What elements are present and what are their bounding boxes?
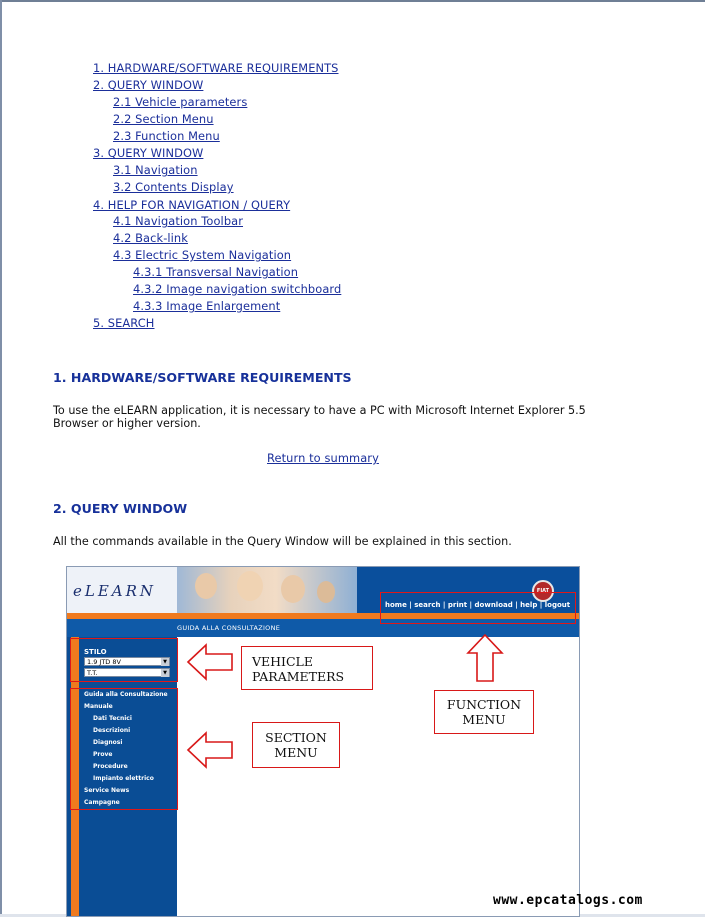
menu-item-manuale: Manuale	[84, 703, 113, 710]
section-menu-highlight	[70, 688, 178, 810]
return-to-summary-link[interactable]: Return to summary	[267, 451, 379, 465]
section-menu-arrow-icon	[186, 730, 234, 770]
menu-item-service-news: Service News	[84, 787, 130, 794]
toc-link-2-2[interactable]: 2.2 Section Menu	[113, 112, 214, 126]
section-2-heading: 2. QUERY WINDOW	[53, 501, 188, 516]
menu-item-guida: Guida alla Consultazione	[84, 691, 168, 698]
vehicle-params-highlight	[70, 638, 178, 682]
menu-item-diagnosi: Diagnosi	[93, 739, 123, 746]
section-2-text: All the commands available in the Query Window will be explained in this section.	[53, 535, 512, 548]
toc-link-4[interactable]: 4. HELP FOR NAVIGATION / QUERY	[93, 198, 291, 212]
toc-link-4-3-3[interactable]: 4.3.3 Image Enlargement	[133, 299, 281, 313]
model-label: STILO	[84, 648, 107, 656]
menu-item-dati-tecnici: Dati Tecnici	[93, 715, 132, 722]
vehicle-parameters-callout: VEHICLE PARAMETERS	[241, 646, 373, 690]
toc-link-2-1[interactable]: 2.1 Vehicle parameters	[113, 95, 248, 109]
toc-link-3-1[interactable]: 3.1 Navigation	[113, 163, 198, 177]
menu-item-procedure: Procedure	[93, 763, 128, 770]
frame-left-border	[0, 0, 2, 917]
frame-top-border	[0, 0, 705, 2]
toc-link-3-2[interactable]: 3.2 Contents Display	[113, 180, 234, 194]
guide-title: GUIDA ALLA CONSULTAZIONE	[177, 624, 281, 632]
toc-link-4-3-2[interactable]: 4.3.2 Image navigation switchboard	[133, 282, 342, 296]
elearn-logo: eLEARN	[73, 582, 157, 600]
toc-link-4-1[interactable]: 4.1 Navigation Toolbar	[113, 214, 244, 228]
toc-link-4-3[interactable]: 4.3 Electric System Navigation	[113, 248, 292, 262]
fiat-badge-icon: FIAT	[532, 580, 554, 602]
toc-link-2[interactable]: 2. QUERY WINDOW	[93, 78, 204, 92]
screenshot-content-area	[177, 637, 580, 917]
menu-item-descrizioni: Descrizioni	[93, 727, 131, 734]
menu-item-prove: Prove	[93, 751, 113, 758]
function-menu-callout: FUNCTION MENU	[434, 690, 534, 734]
toc-link-1[interactable]: 1. HARDWARE/SOFTWARE REQUIREMENTS	[93, 61, 339, 75]
toc-link-4-2[interactable]: 4.2 Back-link	[113, 231, 188, 245]
function-menu-highlight	[380, 592, 576, 624]
banner-photo	[177, 567, 357, 613]
section-menu-callout: SECTION MENU	[252, 722, 340, 768]
vehicle-params-arrow-icon	[186, 642, 234, 682]
watermark: www.epcatalogs.com	[493, 893, 643, 908]
engine-select: 1.9 JTD 8V ▼	[84, 657, 170, 666]
section-1-heading: 1. HARDWARE/SOFTWARE REQUIREMENTS	[53, 370, 352, 385]
menu-item-campagne: Campagne	[84, 799, 120, 806]
section-1-text: To use the eLEARN application, it is necessary to have a PC with Microsoft Internet Explorer 5.5 Browser or higher version.	[53, 404, 586, 430]
version-select: T.T. ▼	[84, 668, 170, 677]
toc-link-3[interactable]: 3. QUERY WINDOW	[93, 146, 204, 160]
function-menu-links: home | search | print | download | help | logout	[385, 601, 571, 609]
toc-link-2-3[interactable]: 2.3 Function Menu	[113, 129, 220, 143]
function-menu-arrow-icon	[466, 633, 504, 683]
screenshot-logo-area	[67, 567, 177, 613]
menu-item-impianto: Impianto elettrico	[93, 775, 154, 782]
toc-link-5[interactable]: 5. SEARCH	[93, 316, 155, 330]
toc-link-4-3-1[interactable]: 4.3.1 Transversal Navigation	[133, 265, 299, 279]
